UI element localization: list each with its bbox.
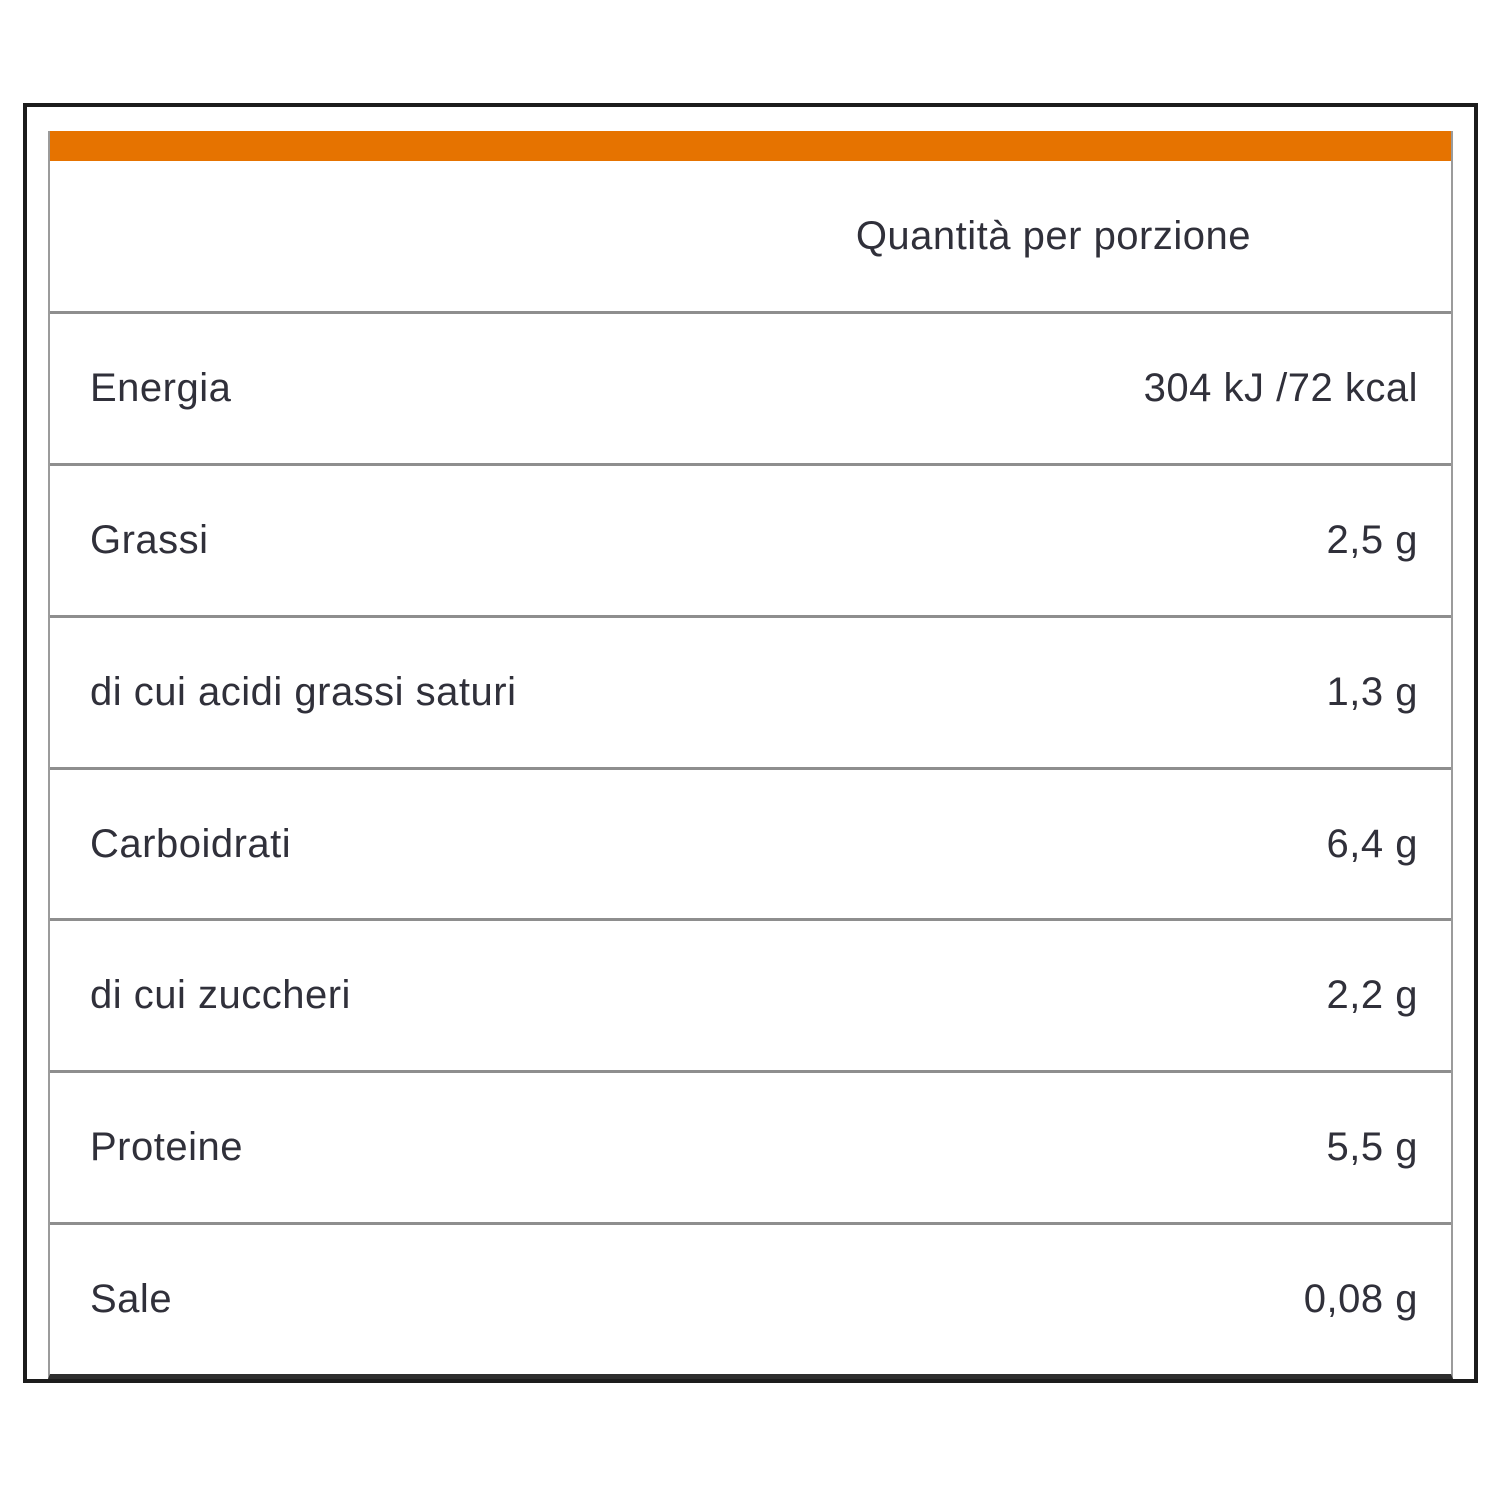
nutrient-row (50, 1222, 1451, 1374)
rows-container (50, 311, 1451, 1374)
nutrient-name: di cui acidi grassi saturi (90, 669, 517, 714)
table-header-row (50, 161, 1451, 311)
nutrient-name: Grassi (90, 517, 209, 562)
nutrient-row (50, 767, 1451, 919)
nutrient-value: 0,08 g (1303, 1277, 1418, 1322)
nutrition-table (48, 131, 1453, 1379)
nutrient-value: 2,2 g (1326, 973, 1418, 1018)
nutrient-name: Sale (90, 1277, 173, 1322)
nutrient-row (50, 311, 1451, 463)
nutrient-name: Carboidrati (90, 821, 292, 866)
nutrient-value: 304 kJ /72 kcal (1143, 365, 1418, 410)
nutrient-name: Proteine (90, 1125, 243, 1170)
quantity-per-serving-header: Quantità per porzione (855, 213, 1251, 258)
label-outer-border (23, 103, 1478, 1383)
nutrient-value: 2,5 g (1326, 517, 1418, 562)
nutrient-name: di cui zuccheri (90, 973, 351, 1018)
accent-bar (50, 131, 1451, 161)
nutrient-name: Energia (90, 365, 232, 410)
nutrient-row (50, 918, 1451, 1070)
nutrient-row (50, 463, 1451, 615)
nutrient-value: 1,3 g (1326, 669, 1418, 714)
nutrient-value: 5,5 g (1326, 1125, 1418, 1170)
nutrient-value: 6,4 g (1326, 821, 1418, 866)
nutrient-row (50, 1070, 1451, 1222)
nutrient-row (50, 615, 1451, 767)
